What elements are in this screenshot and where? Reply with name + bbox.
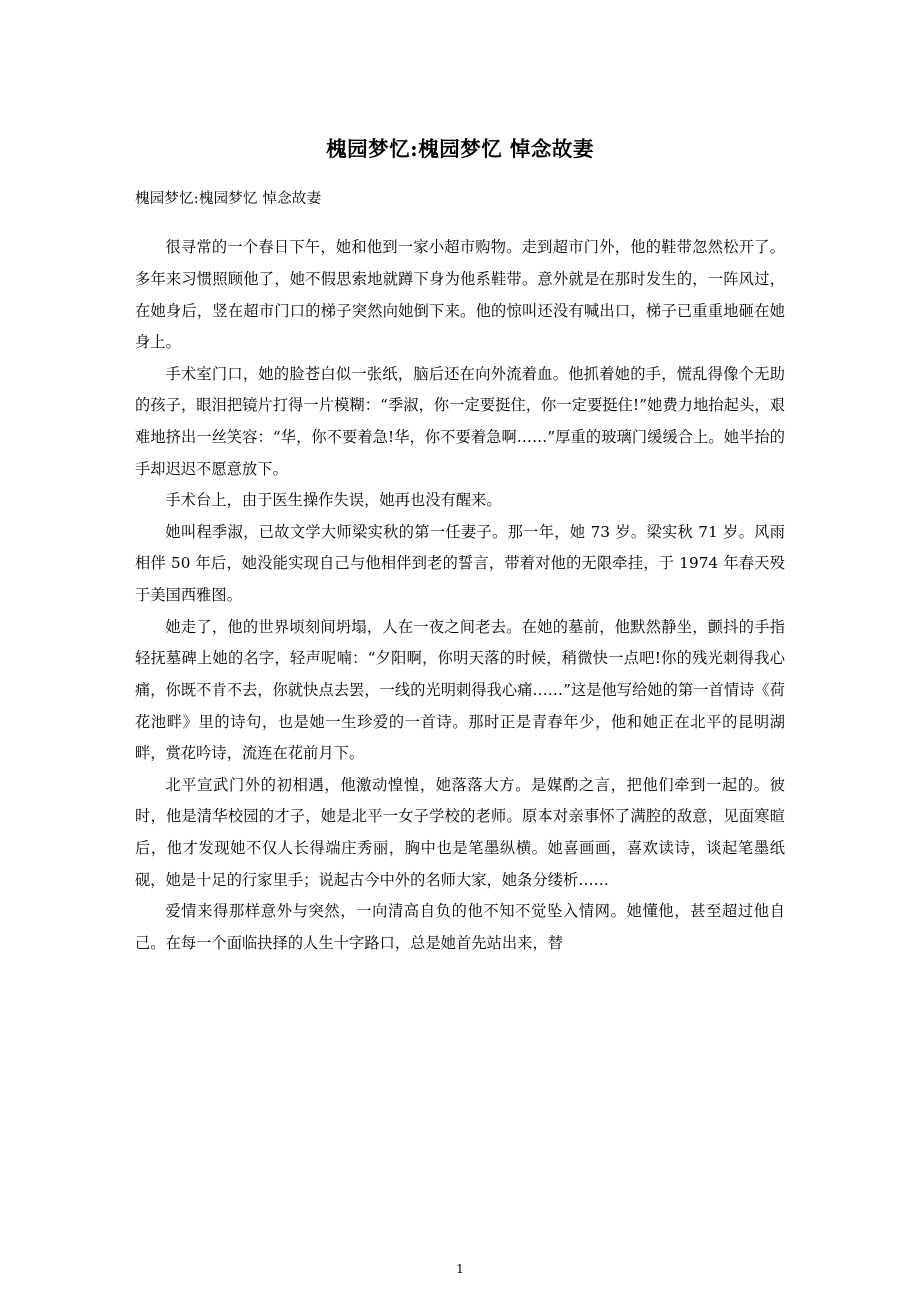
document-subtitle: 槐园梦忆:槐园梦忆 悼念故妻 — [135, 190, 322, 207]
paragraph: 北平宣武门外的初相遇，他激动惶惶，她落落大方。是媒酌之言，把他们牵到一起的。彼时，他是清华校园的才子，她是北平一女子学校的老师。原本对亲事怀了满腔的敌意，见面寒暄后，他才发现她不仅人长得端庄秀丽，胸中也是笔墨纵横。她喜画画，喜欢读诗，谈起笔墨纸砚，她是十足的行家里手；说起古今中外的名师大家，她条分缕析…… — [135, 775, 785, 889]
page-number: 1 — [456, 1262, 464, 1276]
page-title: 槐园梦忆:槐园梦忆 悼念故妻 — [326, 137, 594, 161]
paragraph: 很寻常的一个春日下午，她和他到一家小超市购物。走到超市门外，他的鞋带忽然松开了。多年来习惯照顾他了，她不假思索地就蹲下身为他系鞋带。意外就是在那时发生的，一阵风过，在她身后，竖在超市门口的梯子突然向她倒下来。他的惊叫还没有喊出口，梯子已重重地砸在她身上。 — [135, 238, 785, 352]
paragraph: 她走了，他的世界顷刻间坍塌，人在一夜之间老去。在她的墓前，他默然静坐，颤抖的手指轻抚墓碑上她的名字，轻声呢喃：“夕阳啊，你明天落的时候，稍微快一点吧!你的残光刺得我心痛，你既不肯不去，你就快点去罢，一线的光明刺得我心痛……”这是他写给她的第一首情诗《荷花池畔》里的诗句，也是她一生珍爱的一首诗。那时正是青春年少，他和她正在北平的昆明湖畔，赏花吟诗，流连在花前月下。 — [135, 617, 785, 763]
paragraph: 爱情来得那样意外与突然，一向清高自负的他不知不觉坠入情网。她懂他，甚至超过他自己。在每一个面临抉择的人生十字路口，总是她首先站出来，替 — [135, 902, 785, 952]
paragraph: 手术台上，由于医生操作失误，她再也没有醒来。 — [165, 491, 502, 510]
paragraph: 手术室门口，她的脸苍白似一张纸，脑后还在向外流着血。他抓着她的手，慌乱得像个无助的孩子，眼泪把镜片打得一片模糊：“季淑，你一定要挺住，你一定要挺住!”她费力地抬起头，艰难地挤出一丝笑容：“华，你不要着急!华，你不要着急啊……”厚重的玻璃门缓缓合上。她半抬的手却迟迟不愿意放下。 — [135, 364, 785, 478]
paragraph: 她叫程季淑，已故文学大师梁实秋的第一任妻子。那一年，她 73 岁。梁实秋 71 岁。风雨相伴 50 年后，她没能实现自己与他相伴到老的誓言，带着对他的无限牵挂，于 1974 年春天殁于美国西雅图。 — [135, 522, 785, 605]
document-body — [135, 210, 785, 959]
